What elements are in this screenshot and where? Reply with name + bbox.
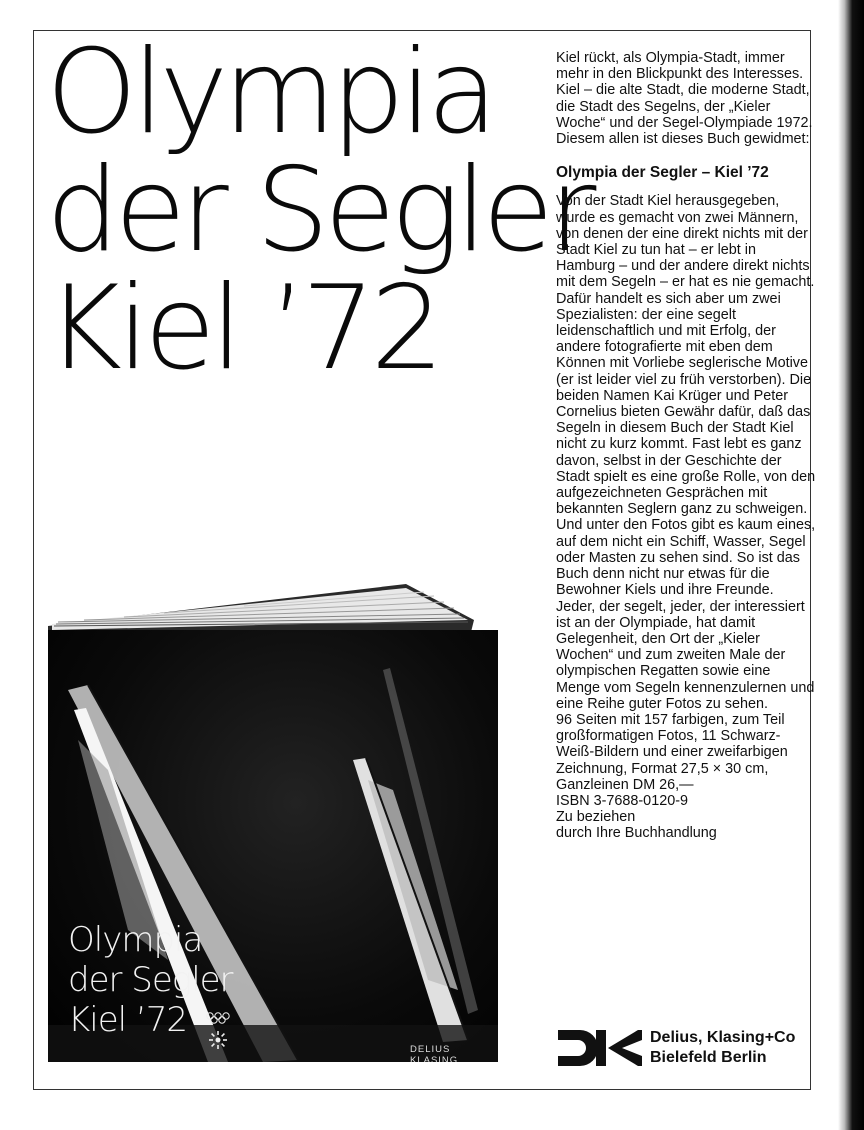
headline-line-2: der Segler	[46, 143, 592, 278]
ad-headline	[46, 25, 592, 396]
order-line-2: durch Ihre Buchhandlung	[556, 825, 717, 842]
olympic-sun-emblem-icon	[208, 1030, 228, 1050]
cover-title-line-3: Kiel ’72	[68, 1000, 187, 1040]
cover-title-line-2: der Segler	[68, 960, 233, 1000]
cover-publisher-label: DELIUS KLASING	[410, 1044, 459, 1062]
order-line-1: Zu beziehen	[556, 809, 636, 826]
publisher-line-2: Bielefeld Berlin	[650, 1049, 767, 1066]
headline-line-1: Olympia	[46, 25, 494, 160]
cover-title-line-1: Olympia	[68, 920, 203, 960]
scan-edge-shadow	[838, 0, 864, 1130]
olympic-rings-icon	[206, 1012, 230, 1026]
book-cover	[48, 630, 498, 1062]
main-paragraph: Von der Stadt Kiel herausgegeben, wurde es gemacht von zwei Männern, von denen der eine direkt nichts mit der Stadt Kiel zu tun hat – er lebt in Hamburg – und der andere direkt nichts mit dem Segeln – er hat es nie gemacht. Dafür handelt es sich aber um zwei Spezialisten: der eine segelt leidenschaftlich und mit Erfolg, der andere fotografierte mit eben dem Können mit Vorliebe seglerische Motive (er ist leider viel zu früh verstorben). Die beiden Namen Kai Krüger und Peter Cornelius bieten Gewähr dafür, daß das Segeln in diesem Buch der Stadt Kiel nicht zu kurz kommt. Fast lebt es ganz davon, selbst in der Geschichte der Stadt spielt es eine große Rolle, von den aufgezeichneten Gesprächen mit bekannten Seglern ganz zu schweigen. Und unter den Fotos gibt es kaum eines, auf dem nicht ein Schiff, Wasser, Segel oder Masten zu sehen sind. So ist das Buch denn nicht nur etwas für die Bewohner Kiels und ihre Freunde. Jeder, der segelt, jeder, der interessiert ist an der Olympiade, hat damit Gelegenheit, den Ort der „Kieler Wochen“ und zum zweiten Male der olympischen Regatten sowie eine Menge vom Segeln kennenzulernen und eine Reihe guter Fotos zu sehen.	[556, 193, 816, 712]
publisher-line-1: Delius, Klasing+Co	[650, 1029, 796, 1046]
isbn-line: ISBN 3-7688-0120-9	[556, 792, 688, 809]
publisher-name	[650, 1028, 795, 1068]
intro-paragraph: Kiel rückt, als Olympia-Stadt, immer mehr in den Blickpunkt des Interesses. Kiel – die alte Stadt, die moderne Stadt, die Stadt des Segelns, der „Kieler Woche“ und der Segel-Olympiade 1972. Diesem allen ist dieses Buch gewidmet:	[556, 50, 813, 148]
headline-line-3: Kiel ’72	[46, 261, 440, 396]
body-text-column	[556, 50, 816, 842]
delius-klasing-logo-icon	[558, 1026, 642, 1070]
book-subhead: Olympia der Segler – Kiel ’72	[556, 164, 769, 182]
price-line: Ganzleinen DM 26,—	[556, 776, 694, 793]
specs-paragraph: 96 Seiten mit 157 farbigen, zum Teil großformatigen Fotos, 11 Schwarz-Weiß-Bildern und einer zweifarbigen Zeichnung, Format 27,5 × 30 cm,	[556, 711, 788, 777]
